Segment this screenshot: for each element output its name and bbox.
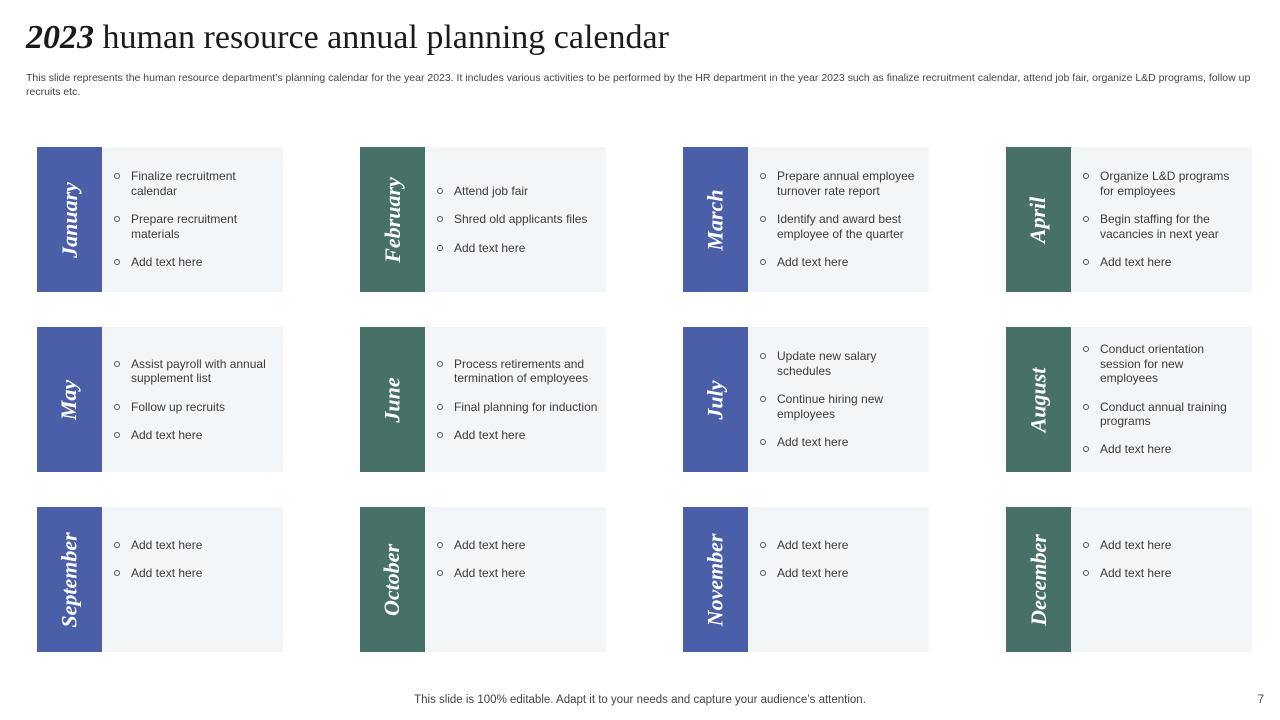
bullet-icon (437, 361, 443, 367)
bullet-icon (114, 216, 120, 222)
activity-item (437, 400, 598, 414)
bullet-icon (437, 542, 443, 548)
month-bar (683, 507, 748, 652)
activity-item (1083, 255, 1244, 269)
activity-item (1083, 400, 1244, 429)
activity-item (760, 435, 921, 449)
footer-note: This slide is 100% editable. Adapt it to your needs and capture your audience’s attention. (414, 694, 866, 706)
activity-item (114, 538, 275, 552)
bullet-icon (1083, 542, 1089, 548)
activity-text: Add text here (777, 255, 849, 270)
activity-text: Final planning for induction (454, 399, 598, 414)
activity-text: Add text here (131, 255, 203, 270)
activity-text: Organize L&D programs for employees (1100, 169, 1230, 198)
slide-description: This slide represents the human resource department’s planning calendar for the year 2023. It includes various activities to be performed by the HR department in the year 2023 such as finalize recruitment calendar, attend job fair, organize L&D programs, follow up recruits etc. (26, 72, 1251, 98)
month-bar (1006, 327, 1071, 472)
month-card-june (360, 327, 606, 472)
activity-item (760, 169, 921, 198)
activity-item (1083, 538, 1244, 552)
activity-item (114, 428, 275, 442)
bullet-icon (437, 404, 443, 410)
activity-text: Add text here (131, 566, 203, 581)
activity-item (114, 169, 275, 198)
page-number: 7 (1257, 694, 1264, 706)
bullet-icon (437, 188, 443, 194)
month-card-april (1006, 147, 1252, 292)
month-card-january (37, 147, 283, 292)
month-activities (425, 507, 606, 652)
activity-item (437, 428, 598, 442)
activity-item (760, 349, 921, 378)
bullet-icon (760, 353, 766, 359)
activity-text: Add text here (454, 538, 526, 552)
activity-text: Add text here (777, 435, 849, 450)
month-card-july (683, 327, 929, 472)
bullet-icon (760, 542, 766, 548)
month-label: December (1025, 533, 1051, 626)
activity-text: Begin staffing for the vacancies in next year (1100, 212, 1219, 241)
month-bar (37, 327, 102, 472)
month-bar (360, 327, 425, 472)
month-label: September (56, 531, 82, 628)
bullet-icon (114, 404, 120, 410)
bullet-icon (1083, 446, 1089, 452)
activity-item (1083, 169, 1244, 198)
month-card-march (683, 147, 929, 292)
month-activities (1071, 147, 1252, 292)
bullet-icon (114, 432, 120, 438)
activity-item (437, 241, 598, 255)
bullet-icon (114, 361, 120, 367)
month-bar (1006, 147, 1071, 292)
month-label: August (1025, 367, 1051, 432)
activity-item (437, 566, 598, 580)
month-bar (360, 147, 425, 292)
bullet-icon (114, 259, 120, 265)
month-card-august (1006, 327, 1252, 472)
activity-item (1083, 342, 1244, 385)
bullet-icon (114, 173, 120, 179)
activity-text: Add text here (1100, 538, 1172, 552)
month-label: March (702, 188, 728, 251)
month-card-february (360, 147, 606, 292)
month-activities (1071, 327, 1252, 472)
activity-item (114, 255, 275, 269)
activity-item (760, 255, 921, 269)
activity-text: Add text here (777, 538, 849, 552)
bullet-icon (1083, 259, 1089, 265)
activity-item (437, 538, 598, 552)
bullet-icon (760, 173, 766, 179)
bullet-icon (114, 542, 120, 548)
activity-text: Add text here (1100, 566, 1172, 581)
activity-text: Conduct annual training programs (1100, 399, 1227, 428)
month-activities (425, 147, 606, 292)
month-activities (102, 327, 283, 472)
month-activities (102, 507, 283, 652)
bullet-icon (437, 570, 443, 576)
month-label: April (1025, 196, 1051, 243)
activity-text: Add text here (454, 427, 526, 442)
month-activities (748, 507, 929, 652)
month-label: May (56, 379, 82, 420)
bullet-icon (437, 432, 443, 438)
activity-item (760, 566, 921, 580)
activity-item (1083, 442, 1244, 456)
activity-item (1083, 212, 1244, 241)
activity-text: Add text here (131, 538, 203, 552)
month-card-december (1006, 507, 1252, 652)
bullet-icon (1083, 216, 1089, 222)
activity-text: Process retirements and termination of employees (454, 356, 589, 386)
activity-item (114, 566, 275, 580)
bullet-icon (1083, 346, 1089, 352)
activity-item (760, 392, 921, 421)
bullet-icon (760, 570, 766, 576)
activity-text: Follow up recruits (131, 399, 226, 414)
month-label: June (379, 376, 405, 423)
activity-text: Conduct orientation session for new employees (1100, 342, 1205, 386)
bullet-icon (760, 439, 766, 445)
activity-item (114, 400, 275, 414)
activity-text: Update new salary schedules (777, 349, 877, 378)
month-card-september (37, 507, 283, 652)
title-year: 2023 (26, 19, 94, 56)
bullet-icon (114, 570, 120, 576)
activity-item (437, 184, 598, 198)
month-card-november (683, 507, 929, 652)
page-title (26, 18, 669, 58)
activity-item (760, 538, 921, 552)
month-bar (1006, 507, 1071, 652)
activity-text: Identify and award best employee of the quarter (777, 212, 904, 241)
bullet-icon (437, 245, 443, 251)
bullet-icon (1083, 570, 1089, 576)
month-bar (360, 507, 425, 652)
activity-text: Prepare annual employee turnover rate report (777, 169, 915, 198)
month-label: January (56, 181, 82, 258)
activity-text: Add text here (1100, 442, 1172, 457)
month-label: October (379, 543, 405, 616)
title-text: human resource annual planning calendar (102, 19, 669, 56)
bullet-icon (1083, 173, 1089, 179)
activity-item (760, 212, 921, 241)
bullet-icon (760, 259, 766, 265)
month-card-october (360, 507, 606, 652)
month-activities (748, 147, 929, 292)
month-activities (748, 327, 929, 472)
bullet-icon (1083, 404, 1089, 410)
activity-item (114, 212, 275, 241)
activity-text: Prepare recruitment materials (131, 212, 238, 241)
month-bar (37, 147, 102, 292)
bullet-icon (760, 216, 766, 222)
activity-text: Add text here (1100, 255, 1172, 270)
activity-text: Assist payroll with annual supplement list (131, 356, 266, 386)
bullet-icon (437, 216, 443, 222)
month-label: February (379, 176, 405, 263)
calendar-grid (37, 147, 1252, 652)
month-bar (37, 507, 102, 652)
activity-text: Add text here (777, 566, 849, 581)
month-activities (425, 327, 606, 472)
activity-text: Finalize recruitment calendar (131, 169, 236, 198)
bullet-icon (760, 396, 766, 402)
activity-text: Attend job fair (454, 183, 529, 198)
month-label: November (702, 533, 728, 626)
month-activities (102, 147, 283, 292)
month-bar (683, 147, 748, 292)
activity-text: Continue hiring new employees (777, 392, 884, 421)
activity-item (1083, 566, 1244, 580)
activity-item (437, 212, 598, 226)
month-bar (683, 327, 748, 472)
activity-text: Add text here (131, 427, 203, 442)
month-activities (1071, 507, 1252, 652)
activity-text: Add text here (454, 566, 526, 581)
month-label: July (702, 379, 728, 420)
month-card-may (37, 327, 283, 472)
activity-text: Shred old applicants files (454, 212, 588, 227)
activity-text: Add text here (454, 240, 526, 255)
activity-item (437, 357, 598, 386)
activity-item (114, 357, 275, 386)
